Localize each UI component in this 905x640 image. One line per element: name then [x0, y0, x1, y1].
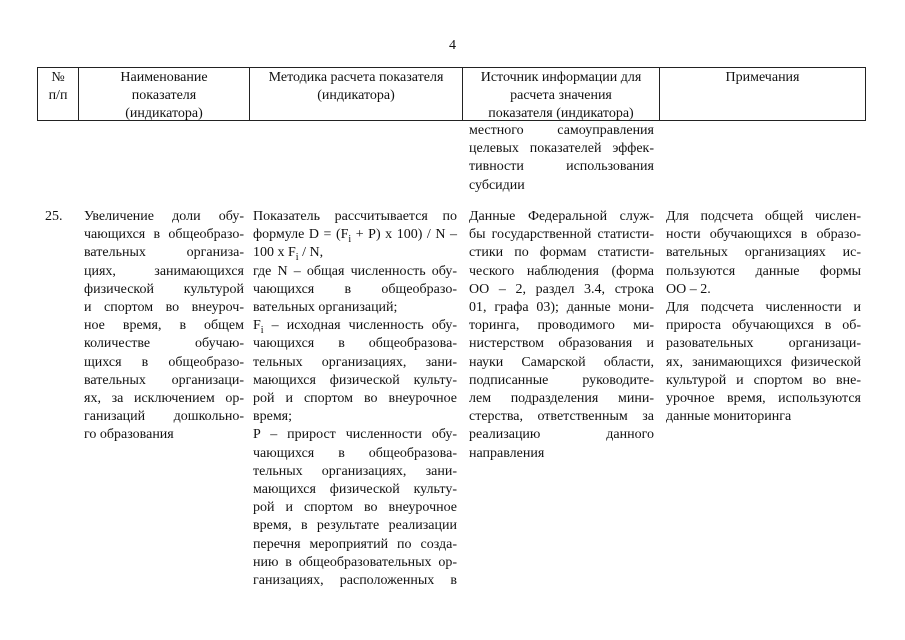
- text-line: реализацию данного: [469, 427, 654, 443]
- col-divider: [865, 67, 866, 120]
- header-text: Методика расчета показателя: [268, 70, 444, 85]
- text-line: лем подразделения мини-: [469, 391, 654, 407]
- text-line: где N – общая численность обу-: [253, 263, 457, 279]
- text-line: рой и спортом во внеурочное: [253, 500, 457, 516]
- text-line: ганизациях, расположенных в: [253, 573, 457, 589]
- text-line: Для подсчета общей числен-: [666, 209, 861, 224]
- text-line: целевых показателей эффек-: [469, 141, 654, 157]
- text-line: ганизаций дошкольно-: [84, 409, 244, 425]
- header-text: Наименование: [120, 70, 208, 85]
- header-text: Источник информации для: [480, 70, 642, 85]
- text-line: бы государственной статисти-: [469, 227, 654, 243]
- text-line: чающихся в общеобразо-: [253, 281, 457, 297]
- text-line: Для подсчета численности и: [666, 300, 861, 316]
- text-line: стерства, ответственным за: [469, 409, 654, 425]
- header-text: п/п: [48, 88, 68, 104]
- text-line: Данные Федеральной служ-: [469, 209, 654, 224]
- text-span: F: [253, 318, 261, 334]
- page-number: 4: [449, 38, 456, 53]
- notes-cell: [666, 208, 861, 426]
- formula-line: [253, 244, 457, 262]
- header-notes: [660, 69, 865, 87]
- text-line: культурой и спортом во вне-: [666, 372, 861, 388]
- text-line: местного самоуправления: [469, 123, 654, 138]
- text-line: вательных организаци-: [84, 372, 244, 388]
- text-line: ности обучающихся в образо-: [666, 227, 861, 243]
- text-span: 100 x F: [253, 245, 296, 261]
- header-text: Примечания: [725, 70, 800, 85]
- text-span: формуле D = (F: [253, 227, 349, 243]
- text-line: науки Самарской области,: [469, 354, 654, 370]
- text-line: ОО – 2.: [666, 281, 711, 297]
- text-line: 01, графа 03); данные мони-: [469, 300, 654, 316]
- header-name: [79, 69, 249, 124]
- text-line: ОО – 2, раздел 3.4, строка: [469, 281, 654, 297]
- text-line: тельных организациях, зани-: [253, 463, 457, 479]
- source-cell: [469, 208, 654, 463]
- text-line: перечня мероприятий по созда-: [253, 536, 457, 552]
- text-line: щихся в общеобразо-: [84, 354, 244, 370]
- text-line: подписанные руководите-: [469, 372, 654, 388]
- text-line: пользуются данные формы: [666, 263, 861, 279]
- header-method: [250, 69, 462, 105]
- header-number: [38, 69, 78, 105]
- text-span: / N,: [298, 245, 324, 261]
- header-text: показателя: [131, 88, 197, 104]
- header-source: [463, 69, 659, 124]
- text-line: вательных организациях ис-: [666, 245, 861, 261]
- subscript: i: [260, 325, 264, 337]
- continuation-source-cell: [469, 122, 654, 195]
- text-line: торинга, проводимого ми-: [469, 318, 654, 334]
- table-top-rule: [37, 67, 866, 68]
- text-line: направления: [469, 445, 545, 461]
- text-line: P – прирост численности обу-: [253, 427, 457, 443]
- text-line: чающихся в общеобразова-: [253, 336, 457, 352]
- indicator-name-cell: [84, 208, 244, 445]
- text-line: нистерством образования и: [469, 336, 654, 352]
- text-line: время;: [253, 409, 293, 425]
- header-text: расчета значения: [510, 88, 612, 104]
- text-line: ное время, в общем: [84, 318, 244, 334]
- text-line: ях, за исключением ор-: [84, 391, 244, 407]
- text-line: чающихся в общеобразова-: [253, 445, 457, 461]
- text-line: тельных организациях, зани-: [253, 354, 457, 370]
- text-line: вательных организа-: [84, 245, 244, 261]
- header-text: показателя (индикатора): [488, 106, 634, 122]
- subscript: i: [348, 234, 352, 245]
- text-line: ях, занимающихся физической: [666, 354, 861, 370]
- text-line: количестве обучаю-: [84, 336, 244, 352]
- formula-line: [253, 226, 457, 244]
- text-line: время, в результате реализации: [253, 518, 457, 534]
- text-line: мающихся физической культу-: [253, 482, 457, 498]
- text-line: нию в общеобразовательных ор-: [253, 554, 457, 570]
- text-line: физической культурой: [84, 281, 244, 297]
- header-text: (индикатора): [125, 106, 203, 122]
- text-line: циях, занимающихся: [84, 263, 244, 279]
- header-text: №: [51, 70, 65, 85]
- text-line: [253, 317, 457, 335]
- text-span: – исходная численность обу-: [263, 318, 457, 334]
- text-line: тивности использования: [469, 159, 654, 175]
- text-line: ческого наблюдения (форма: [469, 263, 654, 279]
- text-line: Показатель рассчитывается по: [253, 209, 457, 224]
- text-line: стики по формам статисти-: [469, 245, 654, 261]
- text-line: разовательных организаци-: [666, 336, 861, 352]
- text-line: урочное время, используются: [666, 391, 861, 407]
- subscript: i: [295, 252, 299, 264]
- text-line: рой и спортом во внеурочное: [253, 391, 457, 407]
- text-line: чающихся в общеобразо-: [84, 227, 244, 243]
- header-text: (индикатора): [317, 88, 395, 104]
- text-line: прироста обучающихся в об-: [666, 318, 861, 334]
- text-line: Увеличение доли обу-: [84, 209, 244, 224]
- method-cell: [253, 208, 457, 590]
- text-span: + P) x 100) / N –: [351, 227, 457, 243]
- text-line: вательных организаций;: [253, 300, 398, 316]
- text-line: данные мониторинга: [666, 409, 792, 425]
- row-number: 25.: [45, 209, 63, 224]
- text-line: и спортом во внеуроч-: [84, 300, 244, 316]
- text-line: го образования: [84, 427, 174, 443]
- text-line: мающихся физической культу-: [253, 372, 457, 388]
- text-line: субсидии: [469, 177, 525, 193]
